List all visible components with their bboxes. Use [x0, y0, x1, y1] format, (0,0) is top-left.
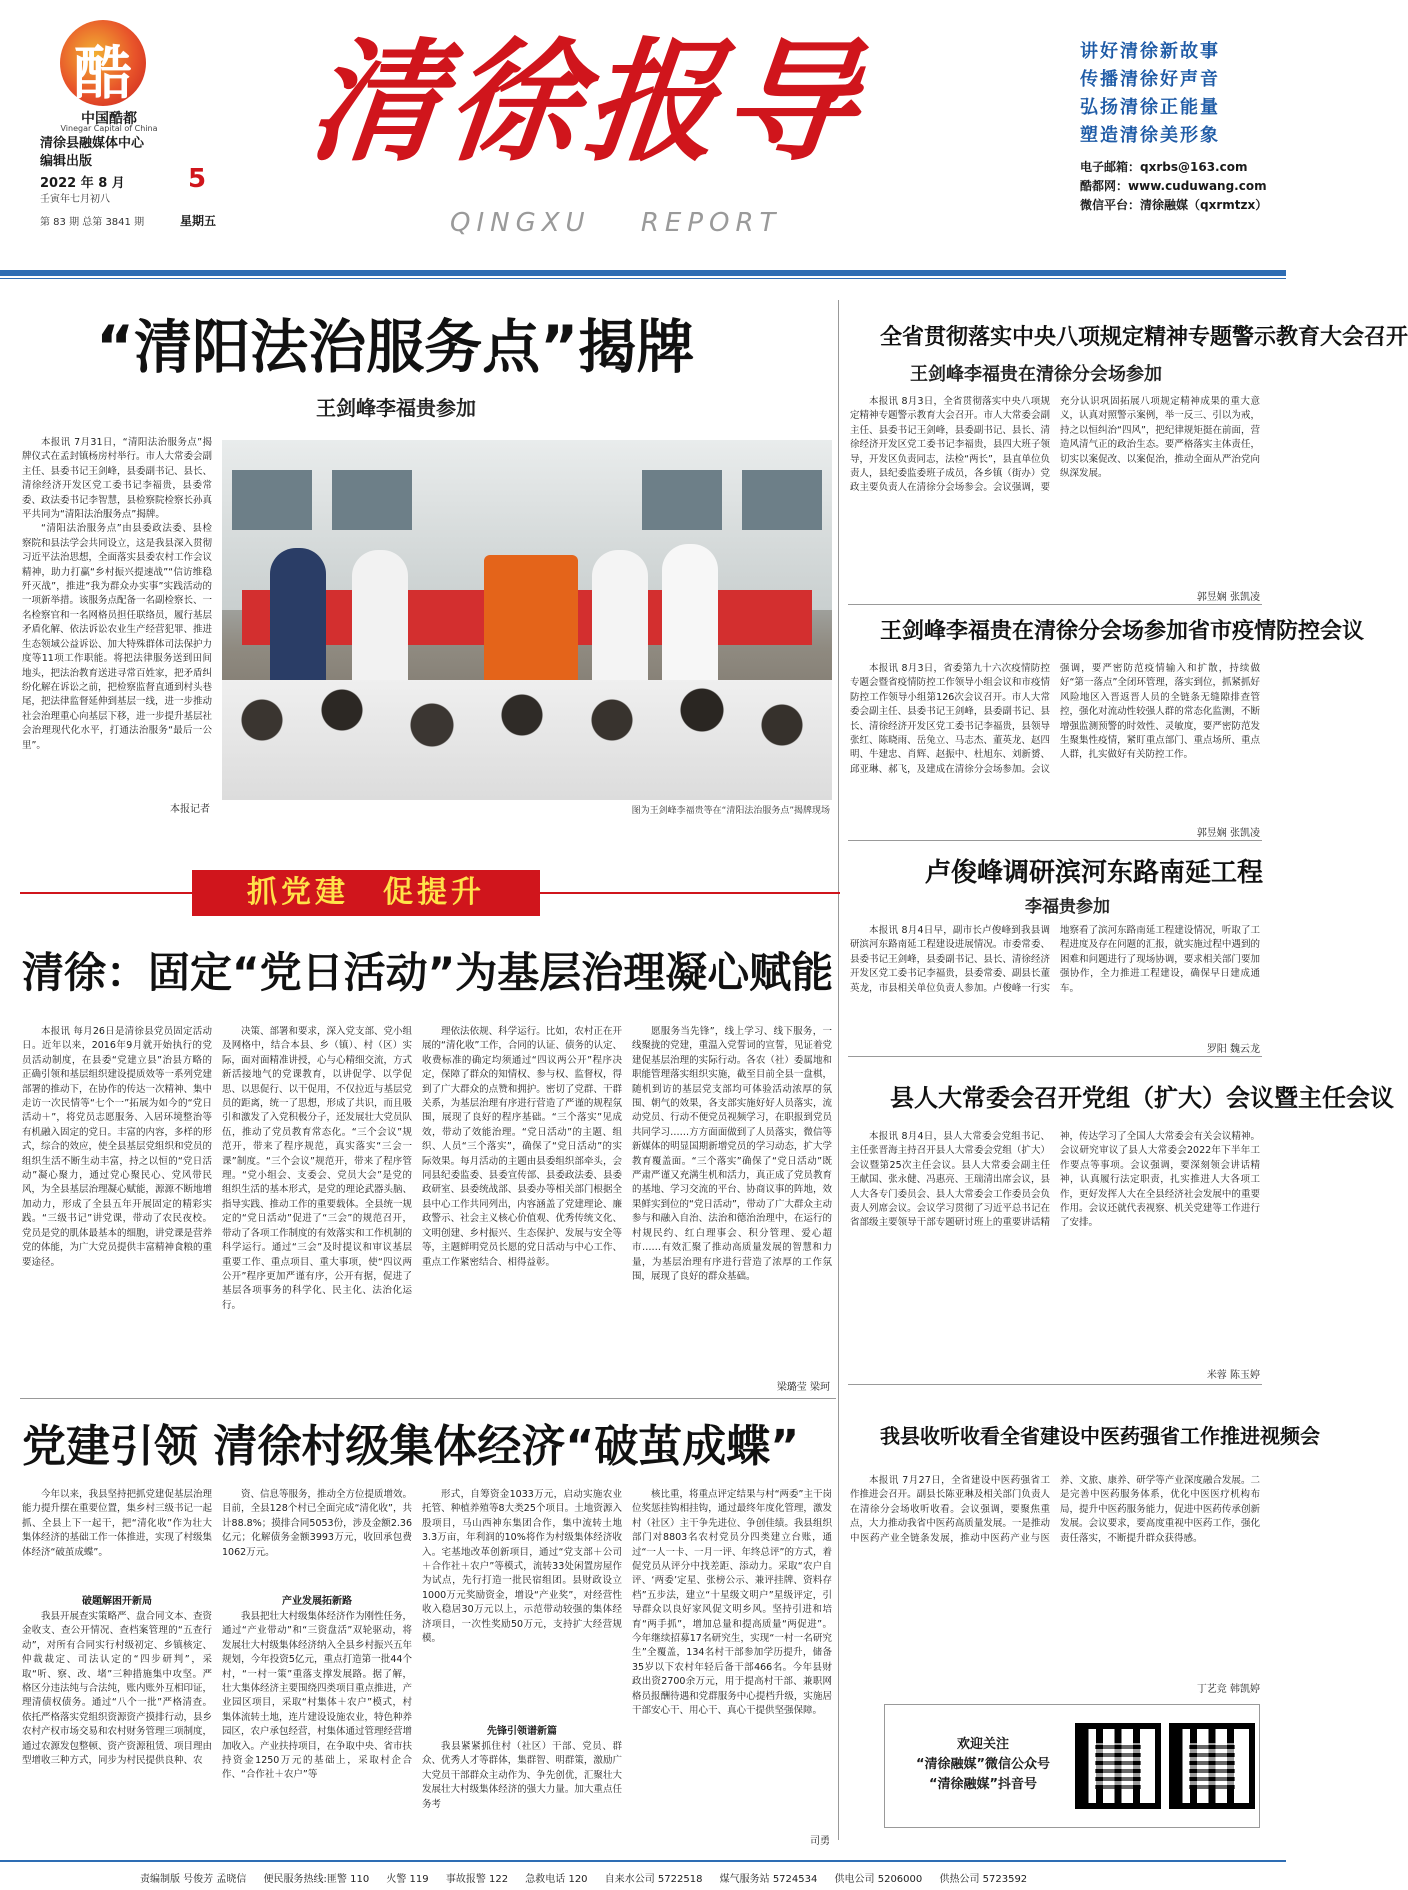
right1-headline[interactable]: 全省贯彻落实中央八项规定精神专题警示教育大会召开 [880, 325, 1408, 350]
logo-subtitle: Vinegar Capital of China [60, 124, 158, 133]
douyin-qr-code-icon[interactable] [1169, 1723, 1255, 1809]
article3-byline: 司勇 [810, 1836, 830, 1847]
masthead [0, 0, 1286, 270]
article3-headline[interactable]: 党建引领 清徐村级集体经济“破茧成蝶” [22, 1421, 800, 1472]
qr-follow-box [884, 1704, 1260, 1828]
article3-subtitle2: 产业发展拓新路 [282, 1596, 352, 1607]
article1-subhead: 王剑峰李福贵参加 [316, 396, 476, 420]
right1-byline: 郭昱娴 张凯凌 [1196, 592, 1260, 603]
right5-headline[interactable]: 我县收听收看全省建设中医药强省工作推进视频会 [880, 1424, 1320, 1448]
footer [0, 1860, 1286, 1890]
contact-info: 电子邮箱：qxrbs@163.com 酷都网：www.cuduwang.com 微信平台：清徐融媒（qxrmtzx） [1080, 160, 1268, 212]
article3-col4: 核比重，将重点评定结果与村“两委”主干岗位奖惩挂钩相挂钩，通过最终年度化管理，激发村（社区）主干争先进位、争创佳绩。我县组织部门对8803名农村党员分四类建立台账，通过“一人一卡、一月一评、年终总评”的方式，着促党员从评分中找差距、添动力。采取“农户自评、‘两委’定星、张榜公示、兼评挂牌、资料存档”五步法，建立“十星级文明户”星级评定，引导群众以良好家风促文明乡风。坚持引进和培育“两手抓”，增加总量和提高质量“两促进”。今年继续招募17名研究生，实现“一村一名研究生”全覆盖，134名村干部参加学历提升，储备35岁以下农村年轻后备干部466名。今年县财政出资2700余万元，用于提高村干部、兼职网格员报酬待遇和党群服务中心提档升级，实施居干部安心干、用心干、真心干提供坚强保障。 [632, 1489, 832, 1717]
article3-subtitle3: 先锋引领谱新篇 [487, 1726, 557, 1737]
column-divider [838, 300, 839, 1840]
article1-photo-caption: 图为王剑峰李福贵等在“清阳法治服务点”揭牌现场 [631, 806, 830, 816]
masthead-rule-thin [0, 278, 1286, 279]
article2-col4: 愿服务当先锋”，线上学习、线下服务，一线聚拢的党建，重温入党誓词的宣誓，见证着党建促基层治理的实际行动。各农（社）委属地和职能管理落实组织实施，截至目前全县一盘棋，随机到访的基层党支部均可体验活动浓厚的氛围、朝气的效果，各支部实施好好人员落实，流动党员、行动不便党员视频学习，在职报到党员共同学习……方方面面做到了人员落实，微信等新媒体的明显国期新增党员的学习动态，扩大学教育覆盖面。“三个落实”确保了“党日活动”既严肃严谨又充满生机和活力，真正成了党员教育的基地、学习交流的平台、协商议事的阵地，效果鲜实到位的“党日活动”，带动了广大群众主动参与和融入自治、法治和德治治理中，在运行的村规民约、红白理事会、积分管理、爱心超市……有效汇聚了推动高质量发展的智慧和力量，为基层治理有序进行营造了浓厚的工作氛围，展现了良好的群众基础。 [632, 1026, 832, 1282]
logo-icon: 酷 [60, 20, 146, 106]
article1-byline: 本报记者 [170, 804, 210, 815]
masthead-rule [0, 270, 1286, 276]
newspaper-title-en: QINGXU REPORT [450, 208, 782, 238]
article2-byline: 梁璐莹 梁珂 [776, 1382, 830, 1393]
right-divider-1 [848, 604, 1262, 605]
newspaper-title: 清徐报导 [301, 25, 871, 180]
email-link[interactable]: qxrbs@163.com [1140, 160, 1248, 174]
website-link[interactable]: www.cuduwang.com [1128, 179, 1267, 193]
right-divider-3 [848, 1056, 1262, 1057]
section-banner: 抓党建 促提升 [192, 870, 540, 916]
qr-text: 欢迎关注 “清徐融媒”微信公众号 “清徐融媒”抖音号 [915, 1737, 1051, 1792]
article3-col1: 今年以来，我县坚持把抓党建促基层治理能力提升摆在重要位置，集乡村三级书记一起抓、全县上下一起干，把“清化收”作为壮大集体经济的基础工作一体推进，实现了村级集体经济“破茧成蝶”。 [22, 1489, 213, 1558]
right2-body: 本报讯 8月3日，省委第九十六次疫情防控专题会暨省疫情防控工作领导小组会议和市疫情防控工作领导小组第126次会议召开。市人大常委会副主任、县委书记王剑峰，县委副书记、县长、清徐经济开发区党工委书记李福贵，县领导张红、陈晓雨、岳兔立、马志杰、董英龙、赵四明、牛建忠、肖辉、赵振中、杜旭东、刘新赟、邱亚琳、郝飞，及建成在清徐分会场参加。会议强调，要严密防范疫情输入和扩散，持续做好“第一落点”全闭环管理，落实到位，抓紧抓好风险地区入晋返晋人员的全链条无缝隙排查管控，强化对流动性较强人群的常态化监测，不断增强监测预警的时效性、灵敏度，要严密防范发生聚集性疫情，紧盯重点部门、重点场所、重点人群，扎实做好有关防控工作。 [850, 663, 1260, 775]
article3-col3b: 我县紧紧抓住村（社区）干部、党员、群众、优秀人才等群体，集群智、明群策，激励广大党员干部群众主动作为、争先创优，汇聚壮大发展壮大村级集体经济的强大力量。加大重点任务考 [422, 1741, 622, 1810]
article1-photo[interactable] [222, 440, 832, 800]
issue-number: 第 83 期 总第 3841 期 [40, 217, 145, 228]
article1-body: 本报讯 7月31日，“清阳法治服务点”揭牌仪式在孟封镇杨房村举行。市人大常委会副主任、县委书记王剑峰，县委副书记、县长、清徐经济开发区党工委书记李福贵，县委常委、政法委书记李智慧，县检察院检察长孙真平共同为“清阳法治服务点”揭牌。 “清阳法治服务点”由县委政法委、县检察院和县法学会共同设立，这是我县深入贯彻习近平法治思想，全面落实县委农村工作会议精神，助力打赢“乡村振兴提速战”“信访维稳歼灭战”，推进“我为群众办实事”实践活动的一项新举措。该服务点配备一名副检察长、一名检察官和一名网格员担任联络员，履行基层矛盾化解、依法诉讼农业生产经营犯罪、推进生态领域公益诉讼、加大特殊群体司法保护力度等11项工作职能。将把法律服务送到田间地头，把法治教育送进寻常百姓家，把矛盾纠纷化解在诉讼之前，把检察监督直通到村头巷尾，把法律监督延伸到基层一线，进一步推动社会治理重心向基层下移，进一步提升基层社会治理现代化水平，打通法治服务“最后一公里”。 [22, 437, 213, 751]
publisher: 清徐县融媒体中心 编辑出版 [40, 136, 145, 169]
article2-headline[interactable]: 清徐：固定“党日活动”为基层治理凝心赋能 [22, 948, 834, 997]
issue-lunar-date: 壬寅年七月初八 [40, 194, 110, 205]
issue-weekday: 星期五 [180, 214, 217, 228]
right2-byline: 郭昱娴 张凯凌 [1196, 828, 1260, 839]
logo-text: 中国酷都 [81, 111, 137, 127]
right1-subhead: 王剑峰李福贵在清徐分会场参加 [910, 364, 1162, 385]
article3-col1b: 我县开展查实策略严、盘合同文本、查资金收支、查公开情况、查档案管理的“五查行动”，对所有合同实行村级初定、乡镇核定、仲裁裁定、司法认定的“四步研判”，采取“听、察、改、堵”三种措施集中攻坚。严格区分违法纯与合法纯，账内账外互相印证，理清债权债务。通过“八个一批”严格清查。依托严格落实党组织资源资产摸排行动，县乡农村产权市场交易和农村财务管理三项制度，通过农源发包整顿、资产资源租赁、项目理由型增收三种方式，同步为村民提供良种、农 [22, 1611, 213, 1767]
issue-day: 5 [188, 164, 207, 194]
right-divider-2 [848, 840, 1262, 841]
article2-col1: 本报讯 每月26日是清徐县党员固定活动日。近年以来，2016年9月就开始执行的党员活动制度，在县委“党建立县”治县方略的正确引领和基层组织建设提质效等一系列党建部署的推动下，在协作的传达一次精神、集中走访一次民情等“七个一”拓展为如今的“党日活动＋”，将党员志愿服务、入居环境整治等有机融入固定的党日。丰富的内容，多样的形式，综合的效应，使全县基层党组织和党员的组织生活不断生动丰富，持之以恒的“党日活动”凝心聚力，通过党心聚民心、党风带民风，为全县基层治理凝心赋能，源源不断地增加动力，形成了全县五年开展固定的精彩实践。“三级书记”讲党课，带动了农民夜校。党员是党的肌体最基本的细胞，讲党课是营养党的体能，为广大党员提供丰富精神食粮的重要途径。 [22, 1026, 213, 1268]
right3-byline: 罗阳 魏云龙 [1206, 1044, 1260, 1055]
right2-headline[interactable]: 王剑峰李福贵在清徐分会场参加省市疫情防控会议 [880, 619, 1365, 644]
right5-body: 本报讯 7月27日，全省建设中医药强省工作推进会召开。副县长陈亚琳及相关部门负责人在清徐分会场收听收看。会议强调，要聚焦重点，大力推动我省中医药高质量发展。一是推动中医药产业全链条发展，推动中医药产业与医养、文旅、康养、研学等产业深度融合发展。二是完善中医药服务体系，优化中医医疗机构布局，提升中医药服务能力，促进中医药传承创新发展。会议要求，要高度重视中医药工作，强化责任落实，不断提升群众获得感。 [850, 1475, 1260, 1544]
right1-body: 本报讯 8月3日，全省贯彻落实中央八项规定精神专题警示教育大会召开。市人大常委会副主任、县委书记王剑峰，县委副书记、县长、清徐经济开发区党工委书记李福贵，县四大班子领导，开发区负责同志，法检“两长”，县直单位负责人，县纪委监委班子成员，各乡镇（街办）党政主要负责人在清徐分会场参会。会议强调，要充分认识巩固拓展八项规定精神成果的重大意义，认真对照警示案例，举一反三、引以为戒，持之以恒纠治“四风”，把纪律规矩挺在前面，营造风清气正的政治生态。要严格落实主体责任，切实以案促改、以案促治，推动全面从严治党向纵深发展。 [850, 396, 1260, 494]
slogans: 讲好清徐新故事 传播清徐好声音 弘扬清徐正能量 塑造清徐美形象 [1080, 41, 1220, 146]
wechat-qr-code-icon[interactable] [1075, 1723, 1161, 1809]
right4-headline[interactable]: 县人大常委会召开党组（扩大）会议暨主任会议 [890, 1084, 1394, 1112]
article3-col2: 资、信息等服务，推动全方位提质增效。目前，全县128个村已全面完成“清化收”，共计88.8%；摸排合同5053份，涉及金额2.36亿元；化解债务金额3993万元，收回承包费1062万元。 [222, 1489, 413, 1558]
article2-col3: 理依法依规、科学运行。比如，农村正在开展的“清化收”工作，合同的认证、债务的认定、收费标准的确定均须通过“四议两公开”程序决定，保障了群众的知情权、参与权、监督权，得到了广大群众的点赞和拥护。密切了党群、干群关系，为基层治理有序进行营造了严谨的规程氛围，展现了良好的程序基础。“三个落实”见成效，带动了效能治理。“党日活动”的主题、组织、人员“三个落实”，确保了“党日活动”的实际效果。每月活动的主题由县委组织部牵头，会同县纪委监委、县委宣传部、县委政法委、县委政研室、县委统战部、县委办等相关部门根据全县中心工作共同列出，内容涵盖了党建理论、廉政警示、社会主义核心价值观、优秀传统文化、文明创建、乡村振兴、生态保护、发展与安全等等，主题鲜明党员长愿的党日活动与中心工作、重点工作紧密结合、相得益彰。 [422, 1026, 622, 1268]
article3-col3: 形式，自筹资金1033万元，启动实施农业托管、种植养殖等8大类25个项目。土地资源入股项目，马山西神东集团合作，集中流转土地3.3万亩，年利润的10%将作为村级集体经济收入。宅基地改革创新项目，通过“党支部＋公司＋合作社＋农户”等模式，流转33处闲置房屋作为试点，先行打造一批民宿组团。县财政设立1000万元奖励资金，增设“产业奖”，对经营性收入稳居30万元以上，示范带动较强的集体经济项目，一次性奖励50万元，支持扩大经营规模。 [422, 1489, 622, 1645]
issue-date: 2022 年 8 月 [40, 176, 125, 191]
article3-col2b: 我县把壮大村级集体经济作为刚性任务，通过“产业带动”和“三资盘活”双轮驱动，将发展壮大村级集体经济纳入全县乡村振兴五年规划，今年投资5亿元，重点打造第一批44个村，“一村一策”重落支撑发展路。据了解，壮大集体经济主要围绕四类项目重点推进，产业园区项目，采取“村集体＋农户”模式，村集体流转土地，连片建设设施农业，特色种养园区，农户承包经营，村集体通过管理经营增加收入。产业扶持项目，在争取中央、省市扶持资金1250万元的基础上，采取村企合作、“合作社＋农户”等 [222, 1611, 413, 1781]
article1-headline[interactable]: “清阳法治服务点”揭牌 [96, 313, 695, 381]
right3-body: 本报讯 8月4日早，副市长卢俊峰到我县调研滨河东路南延工程建设进展情况。市委常委、县委书记王剑峰，县委副书记、县长、清徐经济开发区党工委书记李福贵，县委常委、副县长董英龙，市县相关单位负责人参加。卢俊峰一行实地察看了滨河东路南延工程建设情况，听取了工程进度及存在问题的汇报，就实施过程中遇到的困难和问题进行了现场协调，要求相关部门要加强协作，全力推进工程建设，确保早日建成通车。 [850, 925, 1260, 994]
right3-headline[interactable]: 卢俊峰调研滨河东路南延工程 [925, 858, 1264, 888]
footer-items: 责编制版 号俊芳 孟晓信 便民服务热线:匪警 110 火警 119 事故报警 122 急救电话 120 自来水公司 5722518 煤气服务站 5724534 供电公司 5206000 供热公司 5723592 [140, 1874, 1028, 1885]
right5-byline: 丁艺竞 韩凯婷 [1196, 1684, 1260, 1695]
right4-byline: 米蓉 陈玉婷 [1206, 1370, 1260, 1381]
section-divider [20, 1398, 836, 1399]
right4-body: 本报讯 8月4日，县人大常委会党组书记、主任张晋海主持召开县人大常委会党组（扩大）会议暨第25次主任会议。县人大常委会副主任王献国、张永健、冯惠亮、王瑞清出席会议，县人大各专门委员会、县人大常委会工作委员会负责人列席会议。会议学习贯彻了习近平总书记在省部级主要领导干部专题研讨班上的重要讲话精神，传达学习了全国人大常委会有关会议精神。会议研究审议了县人大常委会2022年下半年工作要点等事项。会议强调，要深刻领会讲话精神，认真履行法定职责，扎实推进人大各项工作，更好发挥人大在全县经济社会发展中的重要作用。会议还就代表视察、机关党建等工作进行了安排。 [850, 1131, 1260, 1229]
article2-col2: 决策、部署和要求，深入党支部、党小组及网格中，结合本县、乡（镇）、村（区）实际，面对面精准讲授，心与心精细交流，方式新活接地气的党课教育，以讲促学、以学促思、以思促行、以干促用，不仅拉近与基层党员的距离，统一了思想，形成了共识，而且吸引和激发了入党积极分子，还发展壮大党员队伍，推动了党员教育常态化。“三个会议”规范开，带来了程序规范，真实落实“三会一课”制度。“三个会议”规范开，带来了程序管理。“党小组会、支委会、党员大会”是党的组织生活的基本形式，是党的理论武器头脑、指导实践、推动工作的重要载体。全县统一规定的“党日活动”促进了“三会”的规范召开，带动了各项工作制度的有效落实和工作机制的科学运行。通过“三会”及时提议和审议基层重要工作、重点项目、重大事项，使“四议两公开”程序更加严谨有序，公开有据，促进了基层各项事务的科学化、民主化、法治化运行。 [222, 1026, 413, 1311]
article3-subtitle1: 破题解困开新局 [82, 1596, 152, 1607]
right3-subhead: 李福贵参加 [1025, 897, 1110, 917]
right-divider-4 [848, 1384, 1262, 1385]
